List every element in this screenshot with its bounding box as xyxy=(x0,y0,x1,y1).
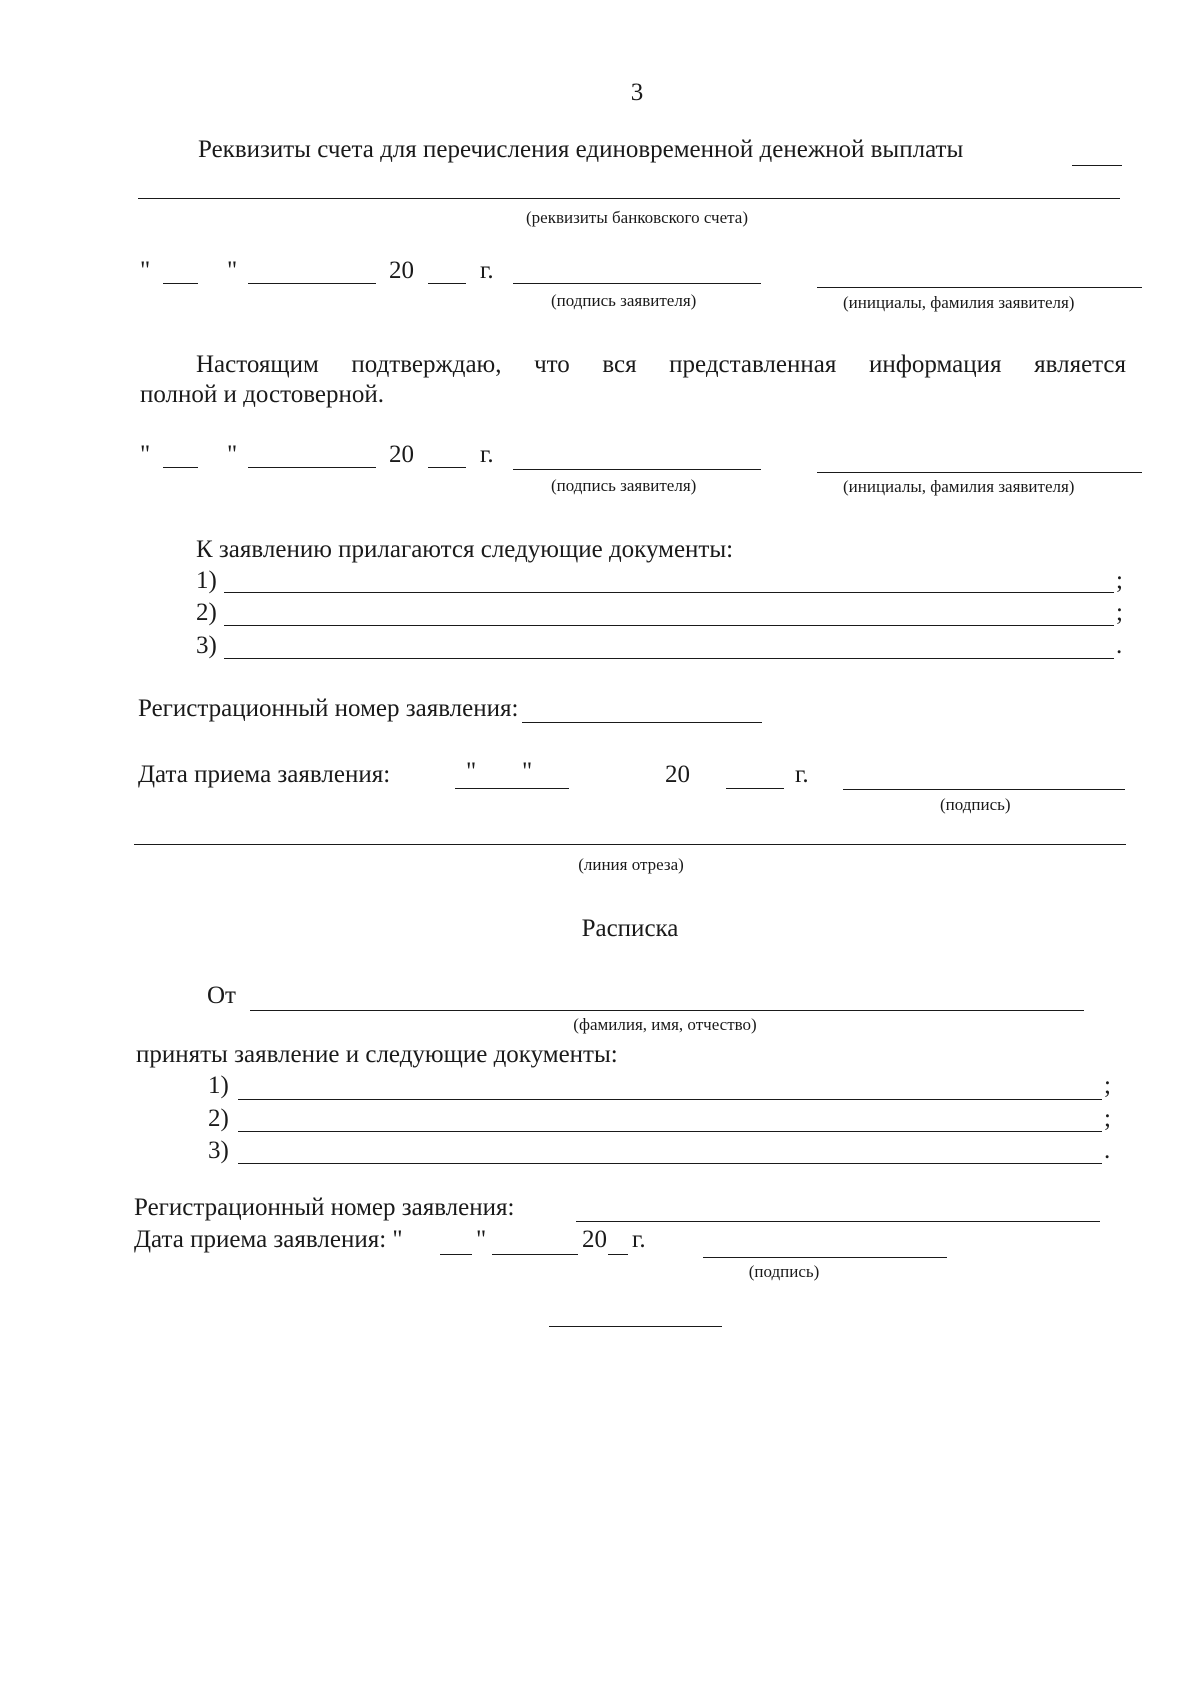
year-field[interactable] xyxy=(726,788,784,789)
attachments-heading: К заявлению прилагаются следующие документы: xyxy=(196,536,734,563)
year-prefix: 20 xyxy=(582,1226,607,1253)
account-field-tail[interactable] xyxy=(1072,165,1122,166)
account-label: Реквизиты счета для перечисления единовременной денежной выплаты xyxy=(198,136,964,163)
day-field[interactable] xyxy=(440,1254,472,1255)
registrar-signature-field[interactable] xyxy=(843,789,1125,790)
confirmation-line-2: полной и достоверной. xyxy=(140,381,384,408)
year-suffix: г. xyxy=(632,1226,646,1253)
attachment-number: 1) xyxy=(196,567,217,594)
day-field[interactable] xyxy=(455,788,569,789)
receipt-signature-field[interactable] xyxy=(703,1257,947,1258)
month-field[interactable] xyxy=(248,283,376,284)
applicant-name-field[interactable] xyxy=(817,287,1142,288)
year-field[interactable] xyxy=(428,283,466,284)
applicant-signature-field[interactable] xyxy=(513,283,761,284)
cut-line-caption: (линия отреза) xyxy=(578,855,684,874)
month-field[interactable] xyxy=(492,1254,578,1255)
year-prefix: 20 xyxy=(665,761,690,788)
receipt-item-number: 1) xyxy=(208,1072,229,1099)
receipt-date-label: Дата приема заявления: xyxy=(138,761,391,788)
year-prefix: 20 xyxy=(389,257,414,284)
date-quote-close: " xyxy=(522,758,533,785)
receipt-registration-number-label: Регистрационный номер заявления: xyxy=(134,1194,515,1221)
attachment-field-1[interactable] xyxy=(224,592,1114,593)
account-field[interactable] xyxy=(138,198,1120,199)
signature-caption: (подпись) xyxy=(940,795,1011,814)
date-quote-open: " xyxy=(140,257,151,284)
date-quote-close: " xyxy=(476,1226,487,1253)
registration-number-label: Регистрационный номер заявления: xyxy=(138,695,519,722)
cut-line xyxy=(134,844,1126,845)
receipt-item-field-1[interactable] xyxy=(238,1099,1102,1100)
receipt-date-label: Дата приема заявления: " xyxy=(134,1226,403,1253)
date-quote-close: " xyxy=(227,257,238,284)
year-suffix: г. xyxy=(480,257,494,284)
attachment-field-3[interactable] xyxy=(224,658,1114,659)
year-suffix: г. xyxy=(480,441,494,468)
receipt-registration-number-field[interactable] xyxy=(576,1221,1100,1222)
from-field[interactable] xyxy=(250,1010,1084,1011)
from-label: От xyxy=(207,982,236,1009)
receipt-item-end: ; xyxy=(1104,1105,1111,1132)
account-caption: (реквизиты банковского счета) xyxy=(525,208,749,227)
date-quote-close: " xyxy=(227,441,238,468)
signature-caption: (подпись заявителя) xyxy=(551,476,697,495)
confirmation-line-1: Настоящим подтверждаю, что вся представленная информация является xyxy=(196,351,1126,378)
attachment-number: 3) xyxy=(196,632,217,659)
day-field[interactable] xyxy=(163,283,198,284)
signature-caption: (подпись заявителя) xyxy=(551,291,697,310)
receipt-item-field-3[interactable] xyxy=(238,1163,1102,1164)
accepted-text: приняты заявление и следующие документы: xyxy=(136,1041,618,1068)
signature-caption: (подпись) xyxy=(748,1262,820,1281)
attachment-end: ; xyxy=(1116,599,1123,626)
applicant-signature-field[interactable] xyxy=(513,469,761,470)
attachment-end: ; xyxy=(1116,567,1123,594)
name-caption: (инициалы, фамилия заявителя) xyxy=(843,477,1075,496)
receipt-item-end: ; xyxy=(1104,1072,1111,1099)
receipt-item-field-2[interactable] xyxy=(238,1131,1102,1132)
year-field[interactable] xyxy=(608,1254,628,1255)
receipt-item-number: 2) xyxy=(208,1105,229,1132)
closing-separator xyxy=(549,1326,722,1327)
date-quote-open: " xyxy=(466,758,477,785)
year-field[interactable] xyxy=(428,467,466,468)
attachment-number: 2) xyxy=(196,599,217,626)
registration-number-field[interactable] xyxy=(522,722,762,723)
year-prefix: 20 xyxy=(389,441,414,468)
receipt-item-number: 3) xyxy=(208,1137,229,1164)
receipt-title: Расписка xyxy=(581,915,679,942)
day-field[interactable] xyxy=(163,467,198,468)
receipt-item-end: . xyxy=(1104,1137,1111,1164)
month-field[interactable] xyxy=(248,467,376,468)
year-suffix: г. xyxy=(795,761,809,788)
date-quote-open: " xyxy=(140,441,151,468)
attachment-end: . xyxy=(1116,632,1123,659)
applicant-name-field[interactable] xyxy=(817,472,1142,473)
attachment-field-2[interactable] xyxy=(224,625,1114,626)
name-caption: (инициалы, фамилия заявителя) xyxy=(843,293,1075,312)
page-number: 3 xyxy=(630,79,644,106)
from-caption: (фамилия, имя, отчество) xyxy=(573,1015,757,1034)
